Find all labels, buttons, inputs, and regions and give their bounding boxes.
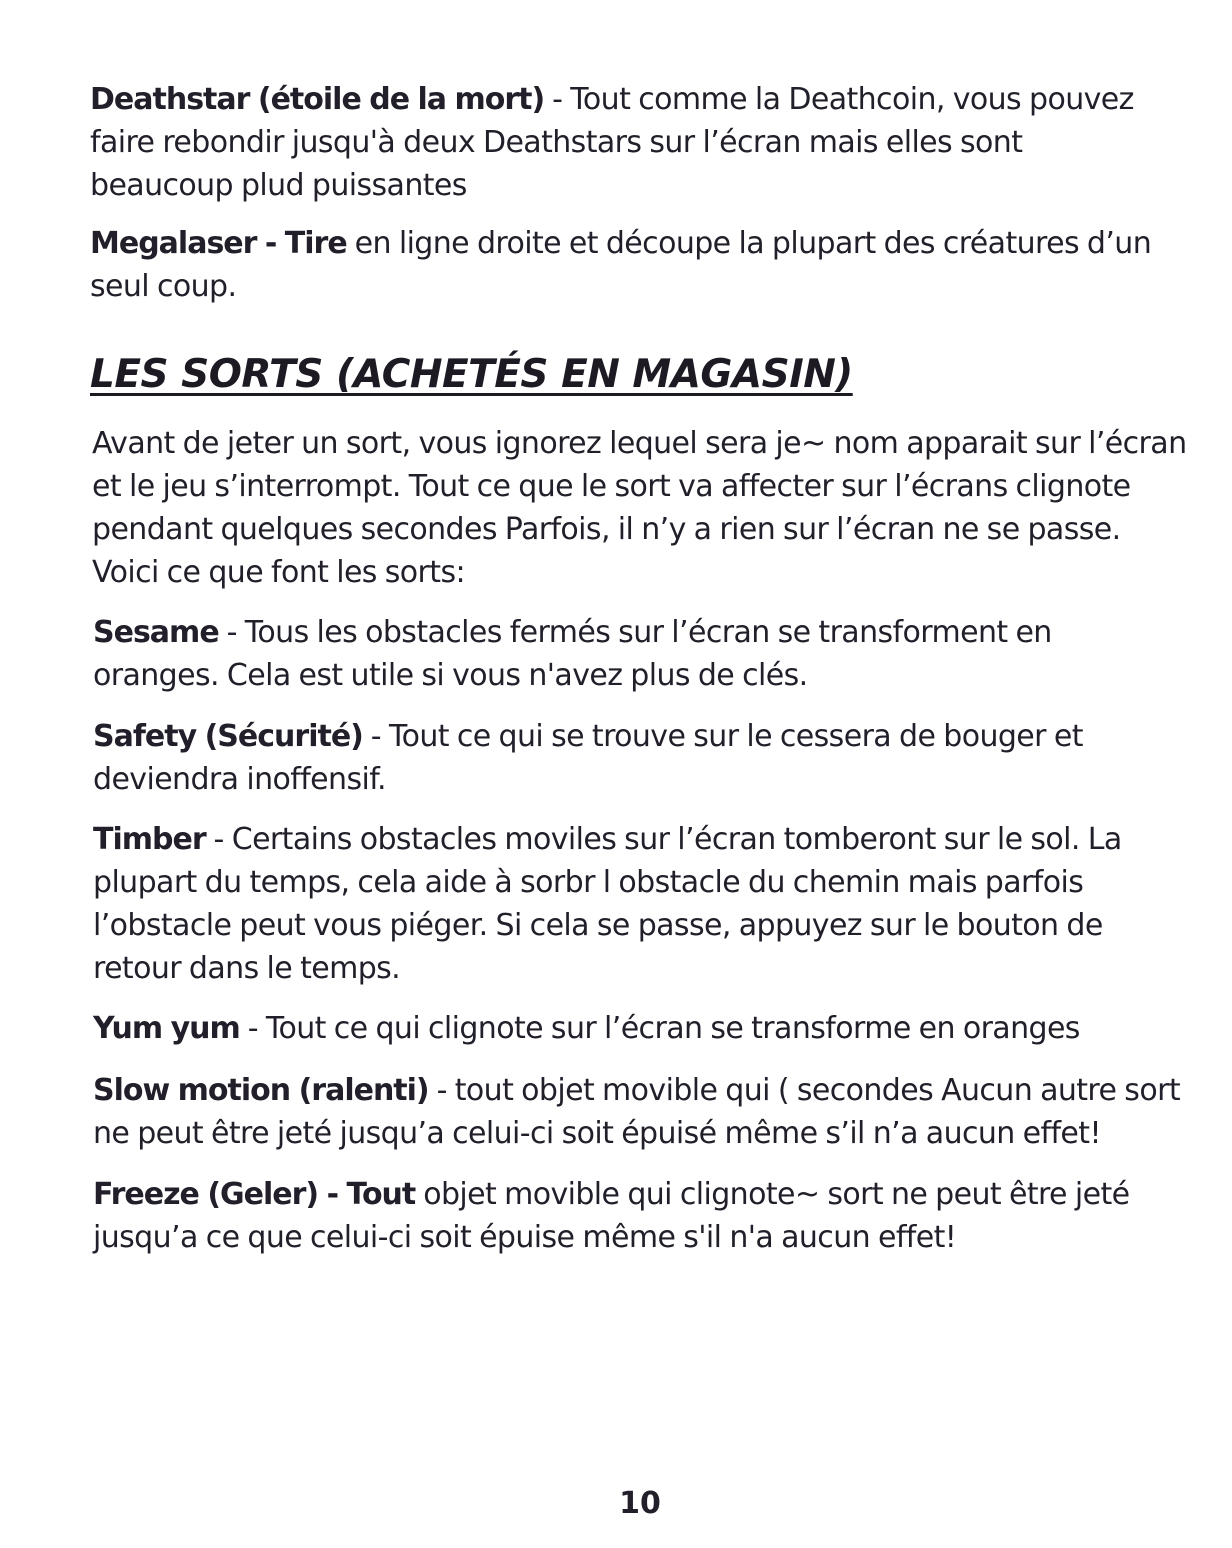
spell-term: Freeze (Geler) - Tout <box>93 1177 416 1212</box>
entry-deathstar <box>90 78 1170 207</box>
entry-text: en ligne droite et découpe la plupart des créatures d’un seul coup. <box>90 226 1152 304</box>
entry-text: - Tout comme la Deathcoin, vous pouvez faire rebondir jusqu'à deux Deathstars sur l’écran mais elles sont beaucoup plud puissantes <box>90 82 1134 203</box>
spell-freeze <box>93 1173 1173 1259</box>
spell-sesame <box>93 611 1173 697</box>
spell-timber <box>93 818 1173 990</box>
spell-term: Slow motion (ralenti) <box>93 1073 429 1108</box>
spell-text: - Certains obstacles moviles sur l’écran tomberont sur le sol. La plupart du temps, cela aide à sorbr l obstacle du chemin mais parfois l’obstacle peut vous piéger. Si cela se passe, appuyez sur le bouton de retour dans le temps. <box>93 822 1122 986</box>
spell-yum-yum <box>93 1007 1173 1050</box>
spell-term: Yum yum <box>93 1011 240 1046</box>
entry-term: Megalaser - Tire <box>90 226 347 261</box>
section-intro: Avant de jeter un sort, vous ignorez lequel sera je~ nom apparait sur l’écran et le jeu s’interrompt. Tout ce que le sort va affecter sur l’écrans clignote pendant quelques secondes Parfois, il n’y a rien sur l’écran ne se passe. Voici ce que font les sorts: <box>92 426 1187 590</box>
spell-safety <box>93 715 1173 801</box>
section-heading: LES SORTS (ACHETÉS EN MAGASIN) <box>90 352 853 397</box>
spell-text: - Tous les obstacles fermés sur l’écran se transforment en oranges. Cela est utile si vous n'avez plus de clés. <box>93 615 1052 693</box>
page-number: 10 <box>619 1486 661 1521</box>
spell-text: - tout objet movible qui ( secondes Aucun autre sort ne peut être jeté jusqu’a celui-ci soit épuisé même s’il n’a aucun effet! <box>93 1073 1180 1151</box>
spell-slow-motion <box>93 1069 1193 1155</box>
spell-text: - Tout ce qui clignote sur l’écran se transforme en oranges <box>239 1011 1080 1046</box>
spell-term: Safety (Sécurité) <box>93 719 363 754</box>
spell-text: - Tout ce qui se trouve sur le cessera de bouger et deviendra inoffensif. <box>93 719 1083 797</box>
spell-text: objet movible qui clignote~ sort ne peut être jeté jusqu’a ce que celui-ci soit épuise même s'il n'a aucun effet! <box>93 1177 1130 1255</box>
spell-term: Timber <box>93 822 206 857</box>
entry-megalaser <box>90 222 1170 308</box>
entry-term: Deathstar (étoile de la mort) <box>90 82 545 117</box>
spell-term: Sesame <box>93 615 219 650</box>
